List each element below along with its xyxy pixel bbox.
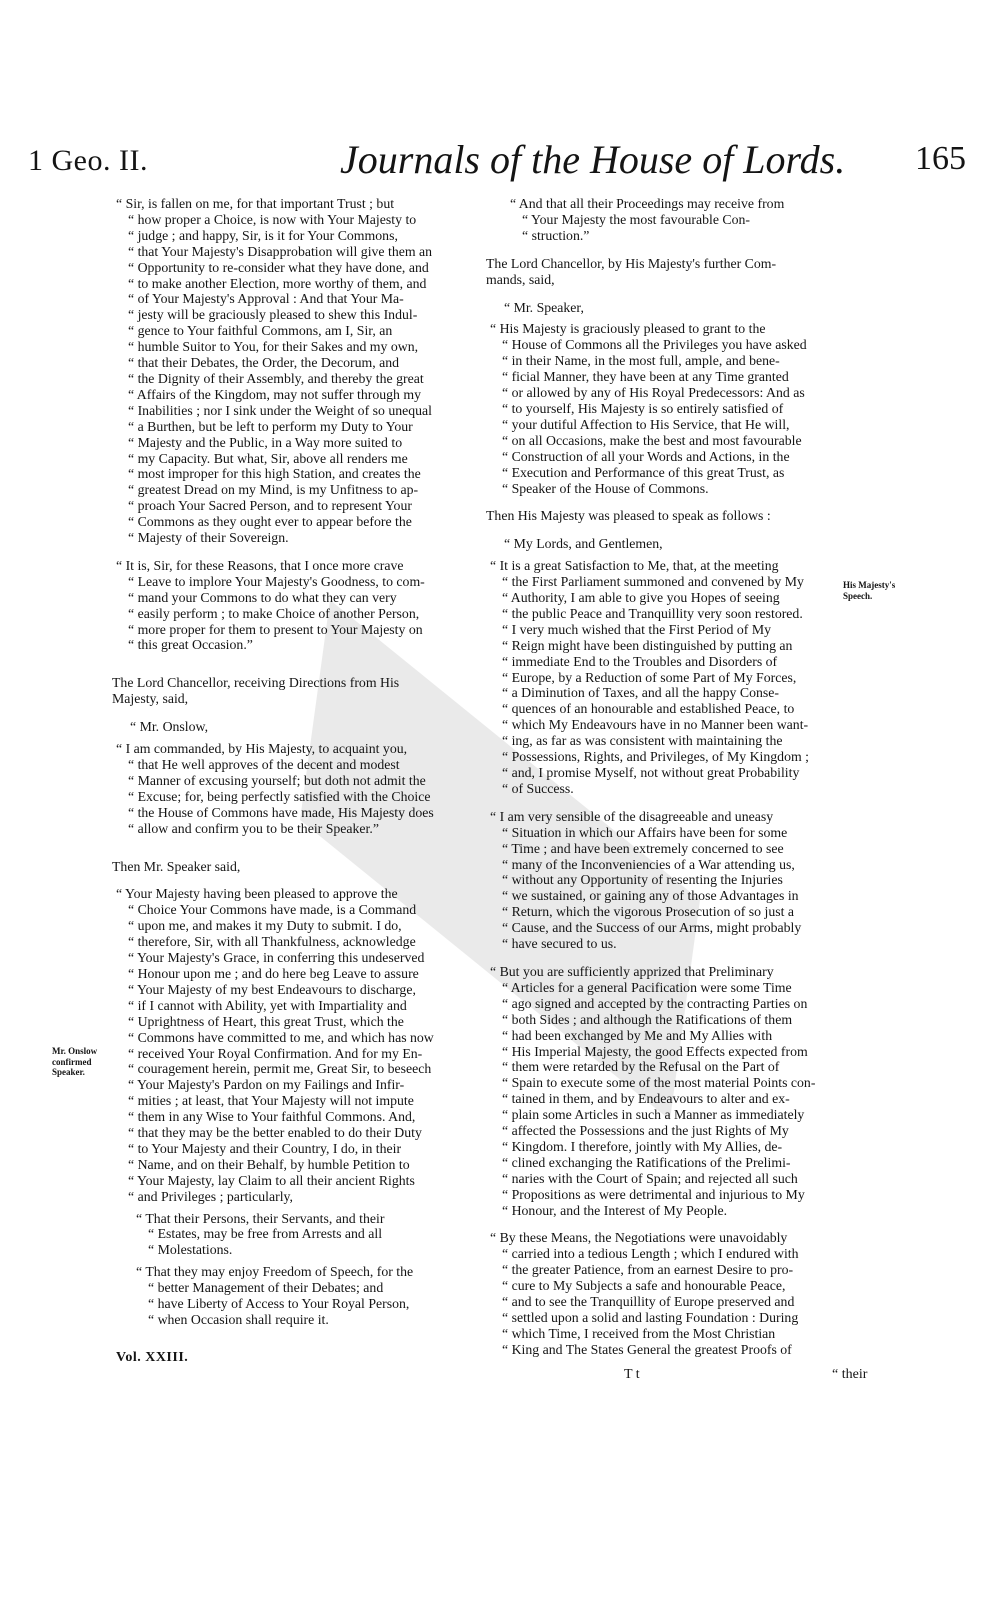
left-column <box>112 196 466 1328</box>
paragraph: “ That their Persons, their Servants, and their “ Estates, may be free from Arrests and all “ Molestations. <box>136 1210 385 1258</box>
paragraph: Then His Majesty was pleased to speak as follows : <box>486 508 771 524</box>
paragraph: “ It is a great Satisfaction to Me, that, at the meeting “ the First Parliament summoned and convened by My “ Authority, I am able to give you Hopes of seeing “ the public Peace and Tranquillity very soon restored. “ I very much wished that the First Period of My “ Reign might have been distinguished by putting an “ immediate End to the Troubles and Disorders of “ Europe, by a Reduction of some Part of My Forces, “ a Diminution of Taxes, and all the happy Conse- “ quences of an honourable and established Peace, to “ which My Endeavours have in no Manner been want- “ ing, as far as was consistent with maintaining the “ Possessions, Rights, and Privileges, of My Kingdom ; “ and, I promise Myself, not without great Probability “ of Success. <box>490 558 809 796</box>
paragraph: “ Your Majesty having been pleased to approve the “ Choice Your Commons have made, is a Command “ upon me, and makes it my Duty to submit. I do, “ therefore, Sir, with all Thankfulness, acknowledge “ Your Majesty's Grace, in conferring this undeserved “ Honour upon me ; and do here beg Leave to assure “ Your Majesty of my best Endeavours to discharge, “ if I cannot with Ability, yet with Impartiality and “ Uprightness of Heart, this great Trust, which the “ Commons have committed to me, and which has now “ received Your Royal Confirmation. And for my En- “ couragement herein, permit me, Great Sir, to beseech “ Your Majesty's Pardon on my Failings and Infir- “ mities ; at least, that Your Majesty will not impute “ them in any Wise to Your faithful Commons. And, “ that they may be the better enabled to do their Duty “ to Your Majesty and their Country, I do, in their “ Name, and on their Behalf, by humble Petition to “ Your Majesty, lay Claim to all their ancient Rights “ and Privileges ; particularly, <box>116 886 434 1204</box>
paragraph: “ By these Means, the Negotiations were unavoidably “ carried into a tedious Length ; which I endured with “ the greater Patience, from an earnest Desire to pro- “ cure to My Subjects a safe and honourable Peace, “ and to see the Tranquillity of Europe preserved and “ settled upon a solid and lasting Foundation : During “ which Time, I received from the Most Christian “ King and The States General the greatest Proofs of <box>490 1230 799 1357</box>
signature-mark: T t <box>624 1367 640 1382</box>
paragraph: Then Mr. Speaker said, <box>112 858 241 874</box>
right-column <box>486 196 838 1358</box>
paragraph: The Lord Chancellor, receiving Directions from His Majesty, said, <box>112 675 400 707</box>
paragraph: “ I am very sensible of the disagreeable and uneasy “ Situation in which our Affairs have been for some “ Time ; and have been extremely concerned to see “ many of the Inconveniencies of a War attending us, “ without any Opportunity of resenting the Injuries “ we sustained, or gaining any of those Advantages in “ Return, which the vigorous Prosecution of so just a “ Cause, and the Success of our Arms, might probably “ have secured to us. <box>490 808 802 952</box>
paragraph: “ And that all their Proceedings may receive from “ Your Majesty the most favourable Con- “ struction.” <box>510 196 785 243</box>
paragraph: “ I am commanded, by His Majesty, to acquaint you, “ that He well approves of the decent and modest “ Manner of excusing yourself; but doth not admit the “ Excuse; for, being perfectly satisfied with the Choice “ the House of Commons have made, His Majesty does “ allow and confirm you to be their Speaker.” <box>116 741 434 836</box>
paragraph: “ It is, Sir, for these Reasons, that I once more crave “ Leave to implore Your Majesty's Goodness, to com- “ mand your Commons to do what they can very “ easily perform ; to make Choice of another Person, “ more proper for them to present to Your Majesty on “ this great Occasion.” <box>116 557 425 653</box>
header-title: Journals of the House of Lords. <box>340 137 846 182</box>
paragraph: “ But you are sufficiently apprized that Preliminary “ Articles for a general Pacification were some Time “ ago signed and accepted by the contracting Parties on “ both Sides ; and although the Ratifications of them “ had been exchanged by Me and My Allies with “ His Imperial Majesty, the good Effects expected from “ them were retarded by the Refusal on the Part of “ Spain to execute some of the most material Points con- “ tained in them, and by Endeavours to alter and ex- “ plain some Articles in such a Manner as immediately “ affected the Possessions and the just Rights of My “ Kingdom. I therefore, jointly with My Allies, de- “ clined exchanging the Ratifications of the Prelimi- “ naries with the Court of Spain; and rejected all such “ Propositions as were detrimental and injurious to My “ Honour, and the Interest of My People. <box>490 963 816 1218</box>
header-regnal-year: 1 Geo. II. <box>28 144 148 177</box>
paragraph: “ His Majesty is graciously pleased to grant to the “ House of Commons all the Privileges you have asked “ in their Name, in the most full, ample, and bene- “ ficial Manner, they have been at any Time granted “ or allowed by any of His Royal Predecessors: And as “ to yourself, His Majesty is so entirely satisfied of “ your dutiful Affection to His Service, that He will, “ on all Occasions, make the best and most favourable “ Construction of all your Words and Actions, in the “ Execution and Performance of this great Trust, as “ Speaker of the House of Commons. <box>490 321 807 496</box>
paragraph: “ That they may enjoy Freedom of Speech, for the “ better Management of their Debates; and “ have Liberty of Access to Your Royal Person, “ when Occasion shall require it. <box>136 1264 414 1327</box>
margin-note-left: Mr. Onslow confirmed Speaker. <box>52 1046 98 1077</box>
salutation: “ Mr. Speaker, <box>504 299 584 315</box>
catchword: “ their <box>832 1367 868 1382</box>
salutation: “ Mr. Onslow, <box>130 719 209 735</box>
header-page-number: 165 <box>915 140 966 177</box>
paragraph: “ Sir, is fallen on me, for that important Trust ; but “ how proper a Choice, is now with Your Majesty to “ judge ; and happy, Sir, is it for Your Commons, “ that Your Majesty's Disapprobation will give them an “ Opportunity to re-consider what they have done, and “ to make another Election, more worthy of them, and “ of Your Majesty's Approval : And that Your Ma- “ jesty will be graciously pleased to shew this Indul- “ gence to Your faithful Commons, am I, Sir, an “ humble Suitor to You, for their Sakes and my own, “ that their Debates, the Order, the Decorum, and “ the Dignity of their Assembly, and thereby the great “ Affairs of the Kingdom, may not suffer through my “ Inabilities ; nor I sink under the Weight of so unequal “ a Burthen, but be left to perform my Duty to Your “ Majesty and the Public, in a Way more suited to “ my Capacity. But what, Sir, above all renders me “ most improper for this high Station, and creates the “ greatest Dread on my Mind, is my Unfitness to ap- “ proach Your Sacred Person, and to represent Your “ Commons as they ought ever to appear before the “ Majesty of their Sovereign. <box>116 196 433 546</box>
paragraph: The Lord Chancellor, by His Majesty's further Com- mands, said, <box>486 255 777 287</box>
volume-number: Vol. XXIII. <box>116 1350 189 1365</box>
salutation: “ My Lords, and Gentlemen, <box>504 536 663 552</box>
margin-note-right: His Majesty's Speech. <box>843 580 896 601</box>
page-header <box>28 130 972 190</box>
